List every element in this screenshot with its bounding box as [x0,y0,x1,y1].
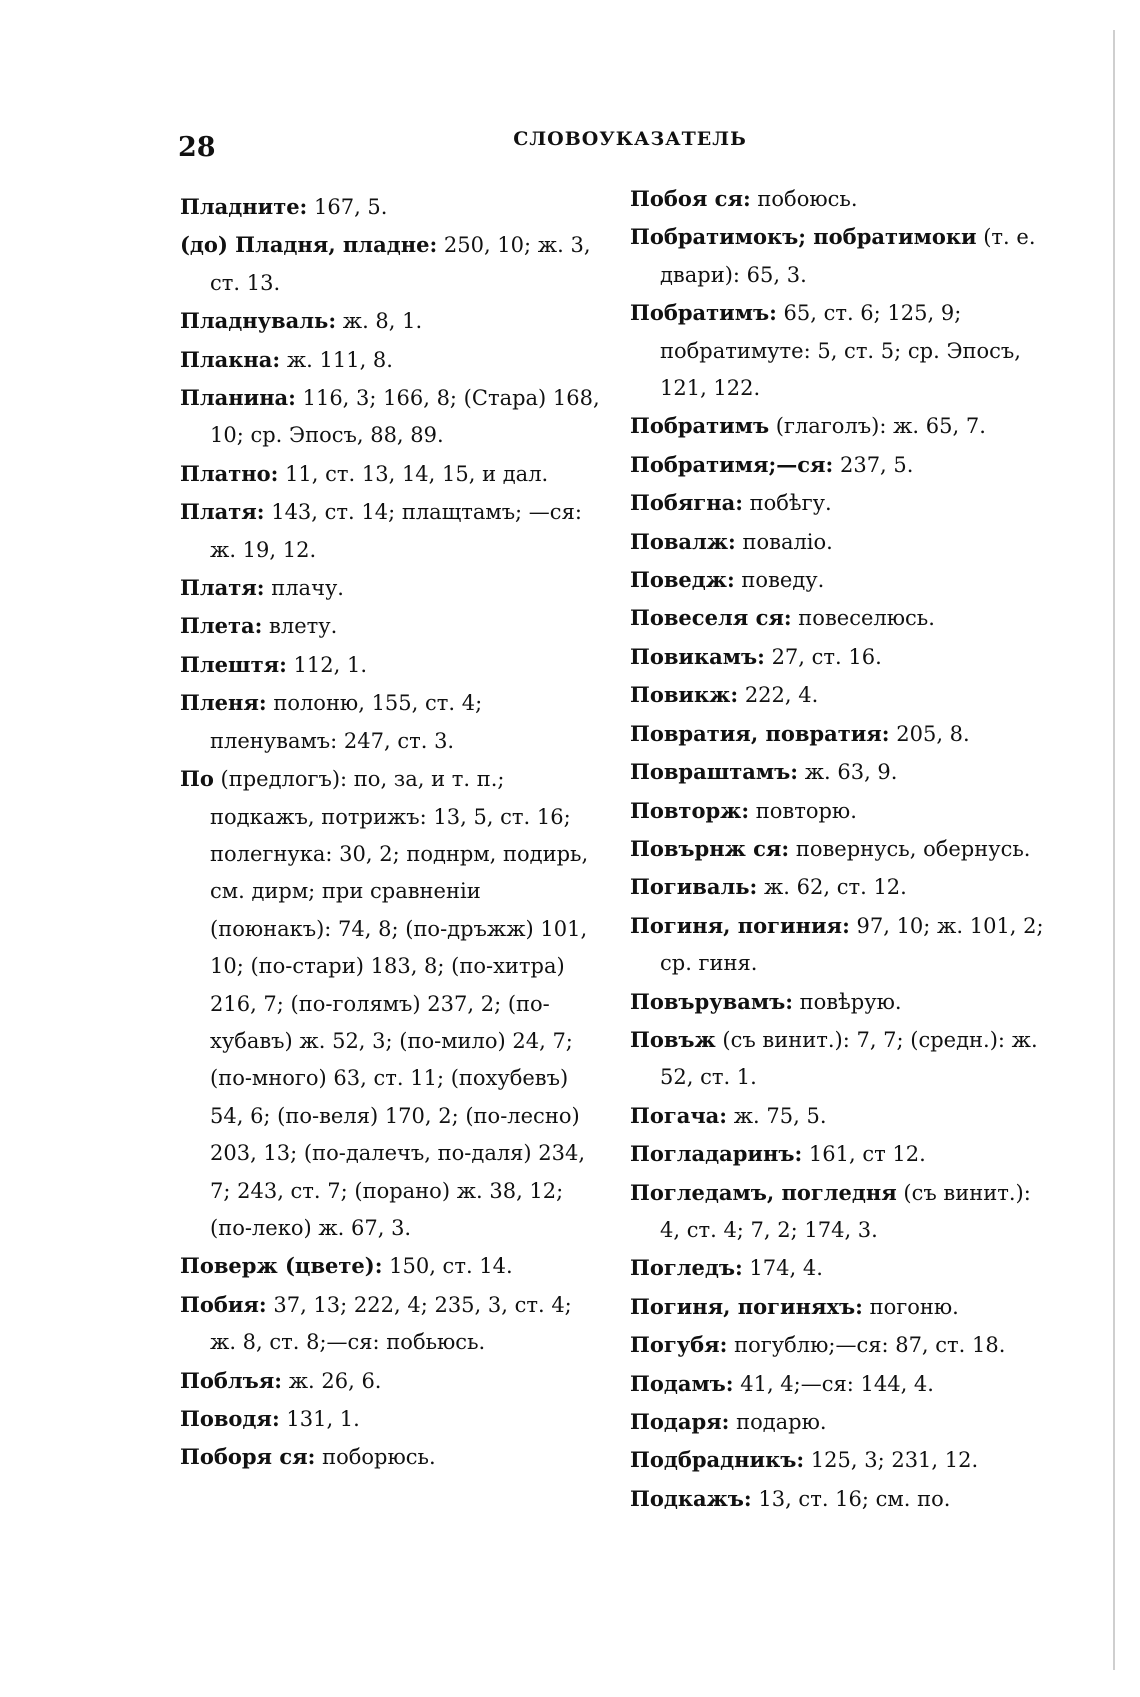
index-entry [630,599,1055,637]
entry-references: 41, 4;—ся: 144, 4. [733,1371,934,1396]
entry-references: 65, ст. 6; 125, 9; побратимуте: 5, ст. 5; ср. Эпосъ, 121, 122. [660,301,1021,401]
index-entry [180,1400,600,1438]
entry-headword: Повъж [630,1026,716,1052]
entry-headword: Подбрадникъ: [630,1447,805,1473]
index-entry [180,188,600,226]
entry-headword: Поборя ся: [180,1444,316,1470]
entry-references: (съ винит.): 4, ст. 4; 7, 2; 174, 3. [660,1180,1031,1242]
entry-references: ж. 111, 8. [280,347,393,372]
entry-references: плачу. [264,576,344,601]
index-entry [180,760,600,1247]
entry-headword: Подаря: [630,1409,730,1434]
entry-references: побѣгу. [742,491,832,516]
entry-references: повернусь, обернусь. [789,836,1031,861]
entry-headword: Поведж: [630,567,735,593]
entry-references: 27, ст. 16. [764,644,882,669]
index-entry [630,1326,1055,1364]
entry-headword: Повърувамъ: [630,988,793,1014]
page-title: СЛОВОУКАЗАТЕЛЬ [513,128,747,150]
index-entry [180,226,600,302]
entry-headword: Плештя: [180,651,287,677]
index-column-right [630,180,1055,1518]
index-entry [630,1174,1055,1250]
entry-references: ж. 8, 1. [336,309,423,334]
entry-headword: Погача: [630,1102,728,1128]
entry-headword: Плета: [180,613,263,639]
entry-references: 97, 10; ж. 101, 2; ср. гиня. [660,913,1044,976]
index-entry [630,218,1055,294]
index-entry [180,1247,600,1285]
index-entry [630,1403,1055,1441]
entry-references: 125, 3; 231, 12. [804,1448,979,1473]
entry-references: 143, ст. 14; плащтамъ; —ся: ж. 19, 12. [210,500,582,562]
entry-headword: Пленя: [180,690,267,716]
entry-references: 37, 13; 222, 4; 235, 3, ст. 4; ж. 8, ст. 8;—ся: побьюсь. [210,1292,572,1355]
index-entry [630,446,1055,484]
index-entry [180,646,600,684]
index-entry [180,1286,600,1362]
entry-references: полоню, 155, ст. 4; пленувамъ: 247, ст. 3. [210,691,483,753]
index-entry [630,983,1055,1021]
entry-references: ж. 75, 5. [727,1103,827,1128]
entry-references: ж. 26, 6. [282,1368,382,1393]
page-number: 28 [178,132,216,163]
entry-headword: Побоя ся: [630,186,751,211]
entry-headword: Платя: [180,499,265,525]
entry-headword: По [180,766,214,792]
index-entry [630,676,1055,714]
entry-headword: Побратимокъ; побратимоки [630,224,977,250]
index-entry [180,1438,600,1476]
index-entry [180,455,600,493]
index-entry [180,1362,600,1400]
entry-headword: Повикж: [630,682,739,708]
entry-headword: Повалж: [630,528,736,554]
entry-headword: Повратия, повратия: [630,720,890,746]
entry-headword: Планина: [180,385,296,411]
entry-references: погоню. [862,1294,959,1319]
index-entry [630,715,1055,753]
entry-headword: Повикамъ: [630,643,765,669]
index-entry [630,753,1055,791]
entry-headword: Побратимъ: [630,300,777,326]
entry-references: поборюсь. [315,1445,436,1470]
entry-headword: Погиня, погиняхъ: [630,1293,863,1319]
index-entry [180,684,600,760]
entry-references: (глаголъ): ж. 65, 7. [769,414,986,439]
entry-headword: Повраштамъ: [630,759,799,785]
index-entry [630,523,1055,561]
entry-headword: Плакна: [180,346,281,372]
index-entry [630,830,1055,868]
entry-headword: Погубя: [630,1332,728,1358]
entry-references: ж. 63, 9. [798,760,898,785]
entry-headword: Поверж (цвете): [180,1253,383,1279]
entry-references: побоюсь. [750,187,858,211]
entry-references: 161, ст 12. [802,1142,926,1167]
entry-headword: Повторж: [630,797,750,823]
entry-headword: Платно: [180,460,279,486]
entry-references: (предлогъ): по, за, и т. п.; подкажъ, потрижъ: 13, 5, ст. 16; полегнука: 30, 2; поднрм, подирь, см. дирм; при сравненіи (поюнакъ): 74, 8; (по-дръжж) 101, 10; (по-стари) 183, 8; (по-хитра) 216, 7; (по-голямъ) 237, 2; (по-хубавъ) ж. 52, 3; (по-мило) 24, 7; (по-много) 63, ст. 11; (похубевъ) 54, 6; (по-веля) 170, 2; (по-лесно) 203, 13; (по-далечъ, по-даля) 234, 7; 243, ст. 7; (порано) ж. 38, 12; (по-леко) ж. 67, 3. [210,767,589,1240]
index-entry [630,407,1055,445]
entry-headword: Повеселя ся: [630,605,792,631]
entry-headword: Погиваль: [630,874,758,900]
entry-references: повторю. [749,798,857,823]
index-entry [180,493,600,569]
index-entry [630,561,1055,599]
entry-headword: Повърнж ся: [630,835,790,861]
entry-references: ж. 62, ст. 12. [757,875,907,900]
entry-headword: Подамъ: [630,1370,734,1396]
entry-references: подарю. [729,1410,827,1434]
index-entry [180,607,600,645]
entry-references: 205, 8. [889,721,970,746]
entry-references: (т. е. двари): 65, 3. [660,225,1036,287]
index-entry [180,302,600,340]
entry-headword: Побия: [180,1291,267,1317]
index-entry [630,868,1055,906]
index-entry [630,294,1055,407]
entry-references: 250, 10; ж. 3, ст. 13. [210,233,591,295]
entry-references: погублю;—ся: 87, ст. 18. [727,1333,1006,1358]
entry-references: влету. [262,614,338,639]
index-entry [180,569,600,607]
entry-references: повеселюсь. [791,606,935,631]
index-entry [630,1441,1055,1479]
index-entry [630,484,1055,522]
entry-references: поведу. [734,568,825,593]
index-entry [630,1480,1055,1518]
entry-headword: Платя: [180,575,265,601]
index-entry [630,1365,1055,1403]
entry-headword: Погледъ: [630,1255,743,1281]
index-entry [630,1021,1055,1097]
index-entry [630,1249,1055,1287]
index-entry [630,907,1055,983]
entry-references: повѣрую. [792,989,902,1014]
index-entry [630,792,1055,830]
entry-headword: Подкажъ: [630,1485,752,1511]
entry-references: 174, 4. [742,1256,823,1281]
entry-references: 167, 5. [307,195,388,219]
entry-references: (съ винит.): 7, 7; (средн.): ж. 52, ст. 1. [660,1027,1038,1090]
entry-references: 13, ст. 16; см. по. [751,1486,951,1511]
index-entry [630,1135,1055,1173]
entry-headword: Побратимъ [630,413,770,439]
entry-headword: Погиня, погиния: [630,912,850,938]
entry-references: 222, 4. [738,683,819,708]
entry-headword: Пладните: [180,194,308,219]
index-entry [630,1288,1055,1326]
entry-references: 11, ст. 13, 14, 15, и дал. [278,461,549,486]
entry-headword: Поблъя: [180,1367,283,1393]
index-column-left [180,188,600,1477]
index-entry [630,638,1055,676]
entry-headword: Побягна: [630,490,743,516]
entry-headword: Побратимя;—ся: [630,451,834,477]
index-entry [630,180,1055,218]
entry-references: 131, 1. [279,1407,360,1431]
index-entry [180,379,600,455]
index-entry [180,341,600,379]
index-entry [630,1097,1055,1135]
entry-headword: Поводя: [180,1406,280,1431]
entry-references: поваліо. [735,529,833,554]
entry-headword: Погладаринъ: [630,1141,803,1167]
entry-references: 237, 5. [833,452,914,477]
page-edge-line [1113,30,1115,1670]
entry-headword: Погледамъ, погледня [630,1179,897,1205]
entry-references: 116, 3; 166, 8; (Стара) 168, 10; ср. Эпосъ, 88, 89. [210,386,600,448]
entry-references: 150, ст. 14. [382,1254,513,1279]
entry-headword: (до) Пладня, пладне: [180,232,438,258]
entry-references: 112, 1. [286,652,368,677]
entry-headword: Пладнуваль: [180,308,337,334]
